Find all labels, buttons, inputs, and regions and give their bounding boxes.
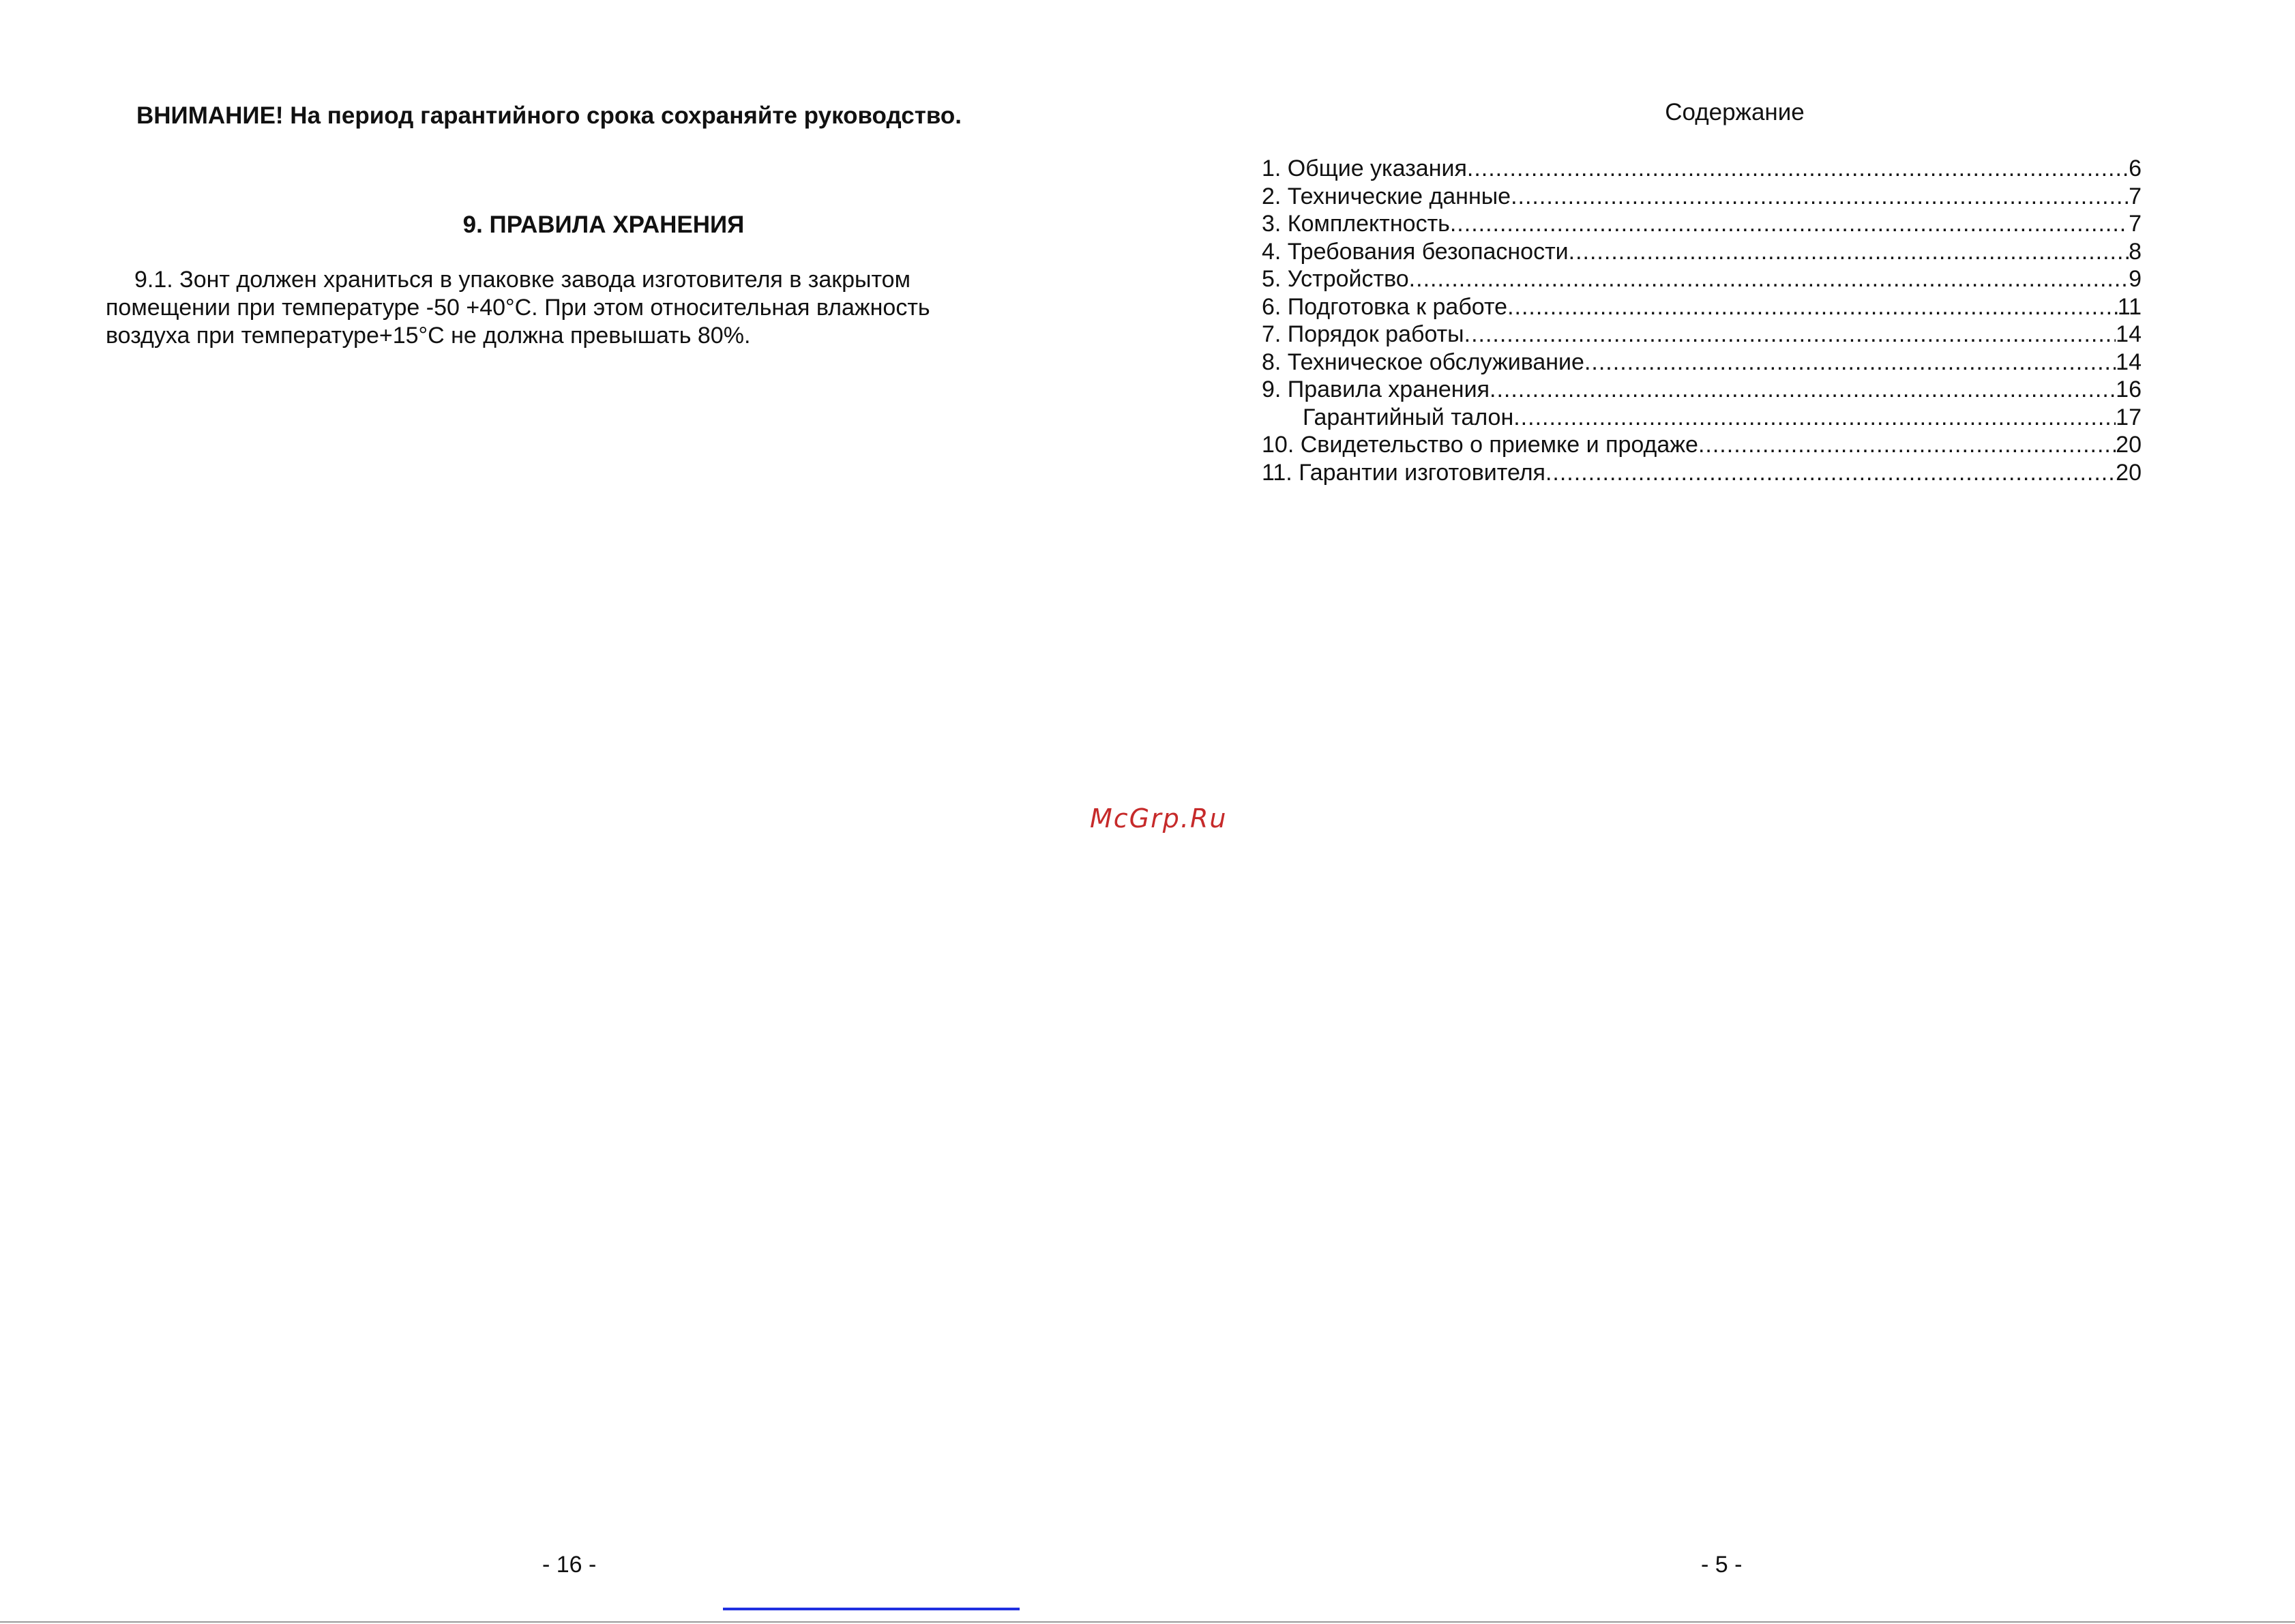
toc-entry-label: 4. Требования безопасности xyxy=(1262,238,1569,265)
toc-entry-page: 7 xyxy=(2129,211,2142,237)
toc-entry xyxy=(1262,377,2142,404)
toc-dot-leader xyxy=(1464,321,2116,348)
toc-entry xyxy=(1262,183,2142,211)
body-line: помещении при температуре -50 +40°С. При этом относительная влажность xyxy=(106,295,930,321)
toc-dot-leader xyxy=(1450,211,2129,237)
toc-entry-page: 20 xyxy=(2116,459,2142,486)
toc-entry xyxy=(1262,239,2142,267)
toc-entry-label: 11. Гарантии изготовителя xyxy=(1262,459,1545,486)
toc-entry xyxy=(1262,156,2142,183)
toc-entry xyxy=(1262,294,2142,322)
toc-title: Содержание xyxy=(1665,99,1805,126)
toc-entry-page: 9 xyxy=(2129,266,2142,292)
toc-dot-leader xyxy=(1698,432,2116,458)
left-page xyxy=(0,0,1147,1624)
section-heading: 9. ПРАВИЛА ХРАНЕНИЯ xyxy=(462,211,745,238)
table-of-contents xyxy=(1262,156,2142,487)
toc-entry-label: Гарантийный талон xyxy=(1303,404,1514,430)
body-line: 9.1. Зонт должен храниться в упаковке завода изготовителя в закрытом xyxy=(134,267,910,293)
toc-dot-leader xyxy=(1513,404,2116,431)
toc-entry-label: 5. Устройство xyxy=(1262,266,1409,292)
toc-dot-leader xyxy=(1584,349,2116,376)
toc-dot-leader xyxy=(1545,460,2116,486)
right-page xyxy=(1147,0,2295,1624)
toc-entry-label: 6. Подготовка к работе xyxy=(1262,293,1508,320)
toc-entry xyxy=(1262,460,2142,488)
toc-entry-label: 10. Свидетельство о приемке и продаже xyxy=(1262,432,1698,458)
toc-entry-page: 16 xyxy=(2116,377,2142,402)
toc-entry-label: 3. Комплектность xyxy=(1262,211,1450,237)
toc-entry-label: 1. Общие указания xyxy=(1262,156,1467,181)
toc-entry xyxy=(1262,266,2142,294)
toc-entry-page: 17 xyxy=(2116,404,2142,430)
toc-entry-page: 7 xyxy=(2129,183,2142,209)
toc-entry-page: 20 xyxy=(2116,432,2142,458)
toc-entry-page: 8 xyxy=(2129,238,2142,265)
attention-note: ВНИМАНИЕ! На период гарантийного срока сохраняйте руководство. xyxy=(136,102,962,129)
scan-edge-divider xyxy=(0,1621,2295,1623)
bottom-link-underline[interactable] xyxy=(723,1608,1020,1610)
watermark-link[interactable]: McGrp.Ru xyxy=(1090,803,1228,833)
toc-entry xyxy=(1262,404,2142,432)
toc-entry xyxy=(1262,349,2142,377)
toc-entry-page: 11 xyxy=(2117,293,2142,320)
toc-entry-label: 7. Порядок работы xyxy=(1262,321,1464,347)
toc-dot-leader xyxy=(1490,377,2116,403)
page-number-left: - 16 - xyxy=(542,1552,597,1578)
toc-entry xyxy=(1262,211,2142,239)
toc-dot-leader xyxy=(1507,294,2118,321)
section-body xyxy=(106,266,1013,350)
toc-entry-label: 8. Техническое обслуживание xyxy=(1262,349,1584,375)
toc-entry-label: 9. Правила хранения xyxy=(1262,377,1490,402)
toc-entry-page: 6 xyxy=(2129,156,2142,181)
toc-entry xyxy=(1262,432,2142,460)
toc-entry-label: 2. Технические данные xyxy=(1262,183,1511,209)
toc-dot-leader xyxy=(1409,266,2129,293)
toc-dot-leader xyxy=(1511,183,2129,210)
page-number-right: - 5 - xyxy=(1701,1552,1743,1578)
toc-dot-leader xyxy=(1569,239,2129,265)
toc-entry xyxy=(1262,321,2142,349)
toc-dot-leader xyxy=(1467,156,2129,182)
toc-entry-page: 14 xyxy=(2116,349,2142,375)
body-line: воздуха при температуре+15°С не должна превышать 80%. xyxy=(106,323,751,349)
toc-entry-page: 14 xyxy=(2116,321,2142,347)
